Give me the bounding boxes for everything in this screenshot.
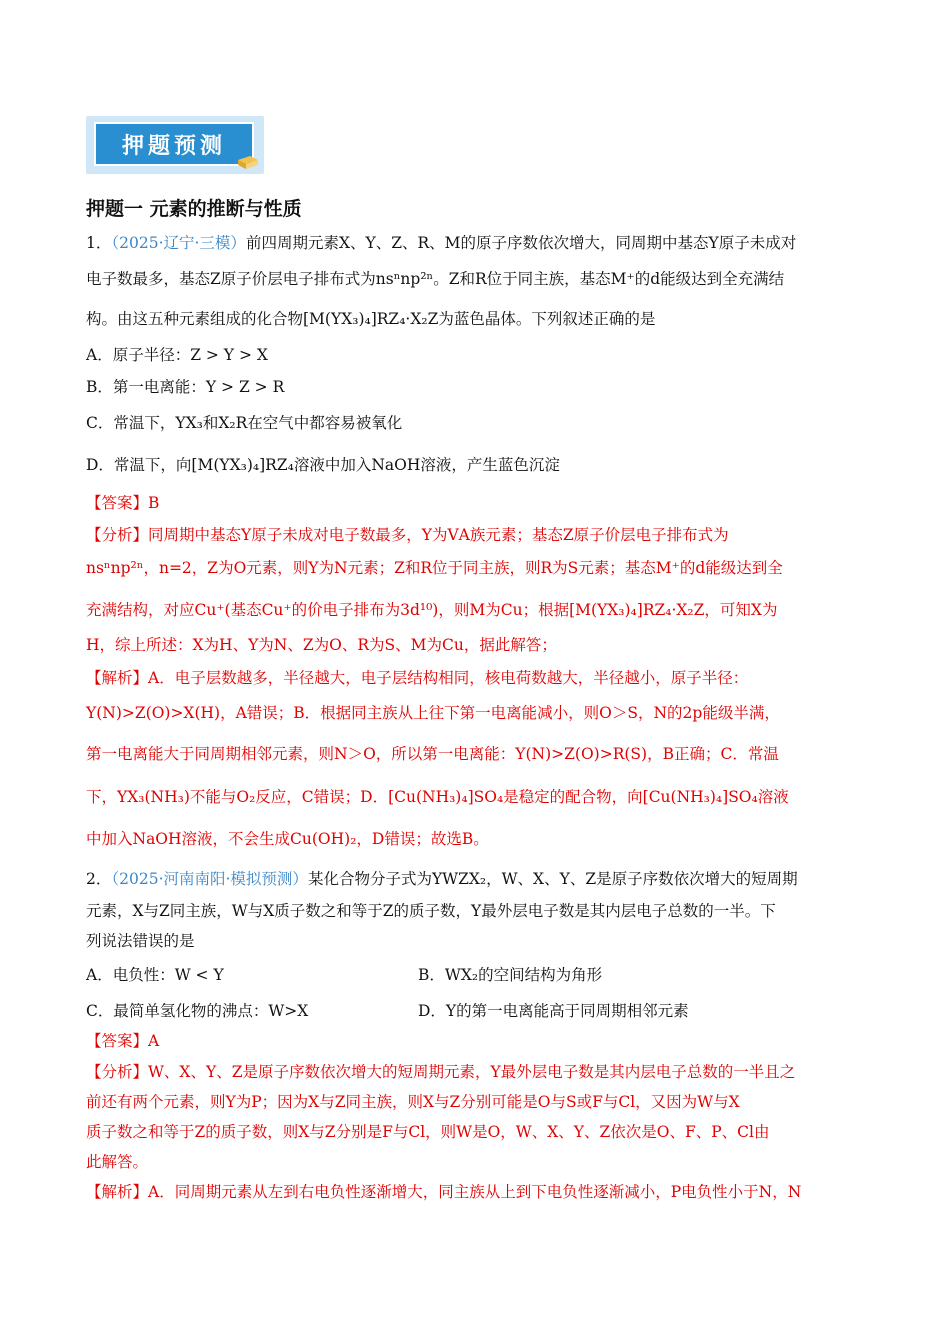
q2-analysis-line2: 前还有两个元素，则Y为P；因为X与Z同主族，则X与Z分别可能是O与S或F与Cl，又因为W与X (86, 1093, 740, 1111)
section-banner (86, 116, 268, 178)
q1-analysis-line2: nsⁿnp²ⁿ，n=2，Z为O元素，则Y为N元素；Z和R位于同主族，则R为S元素；基态M⁺的d能级达到全 (86, 559, 783, 577)
q1-stem-line1: 1．（2025·辽宁·三模）前四周期元素X、Y、Z、R、M的原子序数依次增大，同周期中基态Y原子未成对 (86, 234, 797, 252)
q2-option-b: B．WX₂的空间结构为角形 (418, 966, 603, 984)
q2-analysis-line1: 【分析】W、X、Y、Z是原子序数依次增大的短周期元素，Y最外层电子数是其内层电子总数的一半且之 (86, 1063, 796, 1081)
q2-option-c: C．最简单氢化物的沸点：W>X (86, 1002, 309, 1020)
question-source-tag: （2025·辽宁·三模） (111, 234, 246, 252)
q1-solution-line4: 下，YX₃(NH₃)不能与O₂反应，C错误；D．[Cu(NH₃)₄]SO₄是稳定的配合物，向[Cu(NH₃)₄]SO₄溶液 (86, 788, 789, 806)
book-icon (236, 154, 260, 170)
q1-solution-line3: 第一电离能大于同周期相邻元素，则N＞O，所以第一电离能：Y(N)>Z(O)>R(S)，B正确；C．常温 (86, 745, 779, 763)
q2-analysis-line4: 此解答。 (86, 1153, 149, 1171)
q2-stem-line1: 2．（2025·河南南阳·模拟预测）某化合物分子式为YWZX₂，W、X、Y、Z是原子序数依次增大的短周期 (86, 870, 798, 888)
q1-solution-line5: 中加入NaOH溶液，不会生成Cu(OH)₂，D错误；故选B。 (86, 830, 489, 848)
q1-stem-line3: 构。由这五种元素组成的化合物[M(YX₃)₄]RZ₄·X₂Z为蓝色晶体。下列叙述正确的是 (86, 310, 656, 328)
question-source-tag: （2025·河南南阳·模拟预测） (111, 870, 308, 888)
q1-stem-line2: 电子数最多，基态Z原子价层电子排布式为nsⁿnp²ⁿ。Z和R位于同主族，基态M⁺的d能级达到全充满结 (86, 270, 785, 288)
section-title: 押题一 元素的推断与性质 (86, 198, 302, 220)
q2-option-d: D．Y的第一电离能高于同周期相邻元素 (418, 1002, 689, 1020)
q2-stem-line3: 列说法错误的是 (86, 932, 195, 950)
banner-title: 押题预测 (94, 122, 254, 166)
q1-option-c: C．常温下，YX₃和X₂R在空气中都容易被氧化 (86, 414, 403, 432)
q1-solution-line1: 【解析】A．电子层数越多，半径越大，电子层结构相同，核电荷数越大，半径越小，原子半径： (86, 669, 749, 687)
q1-analysis-line4: H，综上所述：X为H、Y为N、Z为O、R为S、M为Cu，据此解答； (86, 636, 557, 654)
q1-solution-line2: Y(N)>Z(O)>X(H)，A错误；B．根据同主族从上往下第一电离能减小，则O＞S，N的2p能级半满， (86, 704, 780, 722)
q2-option-a: A．电负性：W < Y (86, 966, 224, 984)
q1-analysis-line3: 充满结构，对应Cu⁺(基态Cu⁺的价电子排布为3d¹⁰)，则M为Cu；根据[M(YX₃)₄]RZ₄·X₂Z，可知X为 (86, 601, 778, 619)
q1-option-d: D．常温下，向[M(YX₃)₄]RZ₄溶液中加入NaOH溶液，产生蓝色沉淀 (86, 456, 560, 474)
q2-solution-line1: 【解析】A．同周期元素从左到右电负性逐渐增大，同主族从上到下电负性逐渐减小，P电负性小于N，N (86, 1183, 802, 1201)
q2-stem-line2: 元素，X与Z同主族，W与X质子数之和等于Z的质子数，Y最外层电子数是其内层电子总数的一半。下 (86, 902, 776, 920)
q1-option-b: B．第一电离能：Y > Z > R (86, 378, 285, 396)
q2-analysis-line3: 质子数之和等于Z的质子数，则X与Z分别是F与Cl，则W是O，W、X、Y、Z依次是O、F、P、Cl由 (86, 1123, 770, 1141)
q2-answer: 【答案】A (86, 1032, 160, 1050)
q1-analysis-line1: 【分析】同周期中基态Y原子未成对电子数最多，Y为ⅤA族元素；基态Z原子价层电子排布式为 (86, 526, 729, 544)
q1-option-a: A．原子半径：Z > Y > X (86, 346, 268, 364)
q1-answer: 【答案】B (86, 494, 160, 512)
